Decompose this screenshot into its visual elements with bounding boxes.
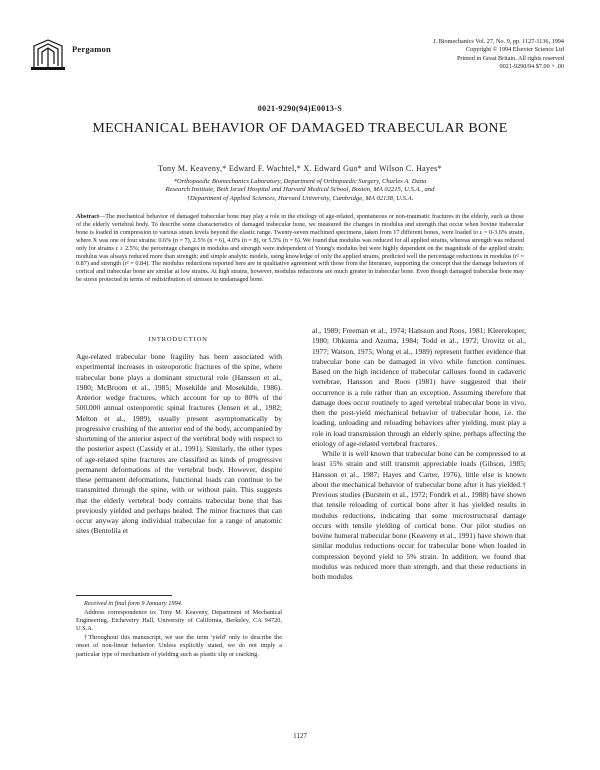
- abstract-label: Abstract: [76, 213, 100, 220]
- footnote-address: Address correspondence to: Tony M. Keaveny, Department of Mechanical Engineering, Etcheverry Hall, University of California, Berkeley, CA 94720, U.S.A.: [76, 609, 282, 633]
- footnote-received: Received in final form 9 January 1994.: [84, 600, 183, 607]
- journal-copyright: Copyright © 1994 Elsevier Science Ltd: [465, 46, 564, 54]
- right-column: [312, 326, 526, 582]
- left-column: [76, 352, 282, 537]
- paragraph: While it is well known that trabecular bone can be compressed to at least 15% strain and still transmit appreciable loads (Gibson, 1985; Hansson et al., 1987; Hayes and Carter, 1976), little else is known about the mechanical behavior of trabecular bone after it has yielded.† Previous studies (Burstein et al., 1972; Fondrk et al., 1988) have shown that tensile reloading of cortical bone after it has yielded results in modulus reductions, indicating that some microstructural damage occurs with tensile yielding of cortical bone. Our pilot studies on bovine humeral trabecular bone (Keaveny et al., 1991) have shown that similar modulus reductions occur for trabecular bone when loaded in compression beyond yield to 5% strain. In addition, we found that modulus was reduced more than strength, and that these reductions in both modulus: [312, 449, 526, 581]
- page-number: 1127: [293, 732, 307, 740]
- affiliation-line: †Department of Applied Sciences, Harvard University, Cambridge, MA 02138, U.S.A.: [186, 194, 414, 202]
- abstract-text: The mechanical behavior of damaged trabecular bone may play a role in the etiology of age-related, spontaneous or non-traumatic fractures in the elderly, such as those of the elderly vertebral body. To describe some characteristics of damaged trabecular bone, we measured the changes in modulus and strength that occur when bovine trabecular bone is loaded in compression to various strain levels beyond the elastic range. Twenty-seven machined specimens, taken from 17 different bones, were loaded to ε = 0-3.6% strain, where X was one of four strains: 0.6% (n = 7), 2.5% (n = 6), 4.0% (n = 8), or 5.5% (n = 6). We found that modulus was reduced for all applied strains, whereas strength was reduced only for strains ε ≥ 2.5%; the percentage changes in modulus and strength were independent of Young's modulus but were highly dependent on the magnitude of the applied strain; modulus was always reduced more than strength; and simple analytic models, using knowledge of only the applied strains, predicted well the percentage reductions in modulus (r² = 0.87) and strength (r² = 0.84). The modulus reductions reported here are in qualitative agreement with those from the literature, supporting the concept that the damage behaviors of cortical and trabecular bone are similar at low strains. At high strains, however, modulus reductions are much greater in trabecular bone. Even though damaged trabecular bone may be stress protected in terms of redistribution of stresses to undamaged bone.: [76, 213, 524, 284]
- abstract: Abstract—The mechanical behavior of damaged trabecular bone may play a role in the etiology of age-related, spontaneous or non-traumatic fractures in the elderly, such as those of the elderly vertebral body. To describe some characteristics of damaged trabecular bone, we measured the changes in modulus and strength that occur when bovine trabecular bone is loaded in compression to various strain levels beyond the elastic range. Twenty-seven machined specimens, taken from 17 different bones, were loaded to ε = 0-3.6% strain, where X was one of four strains: 0.6% (n = 7), 2.5% (n = 6), 4.0% (n = 8), or 5.5% (n = 6). We found that modulus was reduced for all applied strains, whereas strength was reduced only for strains ε ≥ 2.5%; the percentage changes in modulus and strength were independent of Young's modulus but were highly dependent on the magnitude of the applied strain; modulus was always reduced more than strength; and simple analytic models, using knowledge of only the applied strains, predicted well the percentage reductions in modulus (r² = 0.87) and strength (r² = 0.84). The modulus reductions reported here are in qualitative agreement with those from the literature, supporting the concept that the damage behaviors of cortical and trabecular bone are similar at low strains. At high strains, however, modulus reductions are much greater in trabecular bone. Even though damaged trabecular bone may be stress protected in terms of redistribution of stresses to undamaged bone.: [76, 213, 524, 284]
- affiliation-line: Research Institute, Beth Israel Hospital and Harvard Medical School, Boston, MA 02215, U.S.A., and: [165, 186, 435, 194]
- journal-citation: J. Biomechanics Vol. 27, No. 9, pp. 1127-1136, 1994: [433, 38, 564, 45]
- publisher-logo: [28, 38, 68, 72]
- affiliations: [60, 178, 540, 203]
- journal-info: [324, 38, 564, 72]
- affiliation-line: *Orthopaedic Biomechanics Laboratory, Department of Orthopaedic Surgery, Charles A. Dana: [173, 178, 427, 185]
- journal-printed: Printed in Great Britain. All rights reserved: [456, 54, 564, 62]
- section-heading-introduction: INTRODUCTION: [148, 336, 208, 343]
- footnote-rule: [76, 595, 172, 596]
- journal-price: 0021-9290/94 $7.00 + .00: [499, 63, 564, 71]
- paragraph: Age-related trabecular bone fragility has been associated with experimental increases in osteoporotic fractures of the spine, where trabecular bone plays a dominant structural role (Hansson et al., 1980; McBroom et al., 1985; Mosekilde and Mosekilde, 1986). Anterior wedge fractures, which account for up to 80% of the 500,000 annual osteoporotic spinal fractures (Jensen et al., 1982; Melton et al., 1989), usually present asymptomatically by progressive crushing of the anterior end of the body, accompanied by shortening of the anterior aspect of the vertebral body with respect to the posterior aspect (Cassidy et al., 1991). Similarly, the other types of age-related spine fractures are classified as kinds of progressive permanent deformations of the vertebral body. However, despite these permanent deformations, functional loads can continue to be transmitted through the spine, with or without pain. This suggests that the elderly vertebral body contains trabecular bone that has previously yielded and perhaps healed. The minor fractures that can occur anyway along individual trabeculae for a range of anatomic sites (Bentolila et: [76, 352, 282, 536]
- paper-title: MECHANICAL BEHAVIOR OF DAMAGED TRABECULAR BONE: [92, 121, 508, 136]
- publisher-name: Pergamon: [72, 44, 111, 54]
- footnotes: [76, 600, 282, 660]
- authors-line: Tony M. Keaveny,* Edward F. Wachtel,* X. Edward Guo* and Wilson C. Hayes*: [158, 164, 442, 173]
- paragraph: al., 1989; Freeman et al., 1974; Hansson and Roos, 1981; Kleerekoper, 1980; Ohkuma and Azuma, 1984; Todd et al., 1972; Urovitz et al., 1977; Watson, 1975; Wong et al., 1989) represent further evidence that trabecular bone can be damaged in vivo while function continues. Based on the high incidence of trabecular calluses found in cadaveric vertebrae, Hansson and Roos (1981) have suggested that their occurrence is a rule rather than an exception. Assuming therefore that damage does occur routinely to aged vertebral trabecular bone in vivo, then the post-yield mechanical behavior of trabecular bone, i.e. the loading, unloading and reloading behaviors after yielding, must play a role in load transmission through an elderly spine, perhaps affecting the etiology of age-related vertebral fractures.: [312, 326, 526, 448]
- footnote-yield: †Throughout this manuscript, we use the term 'yield' only to describe the onset of non-linear behavior. Unless explicitly stated, we do not imply a particular type of mechanism of yielding such as plastic slip or cracking.: [76, 634, 282, 658]
- doi-code: 0021-9290(94)E0013-S: [257, 104, 343, 113]
